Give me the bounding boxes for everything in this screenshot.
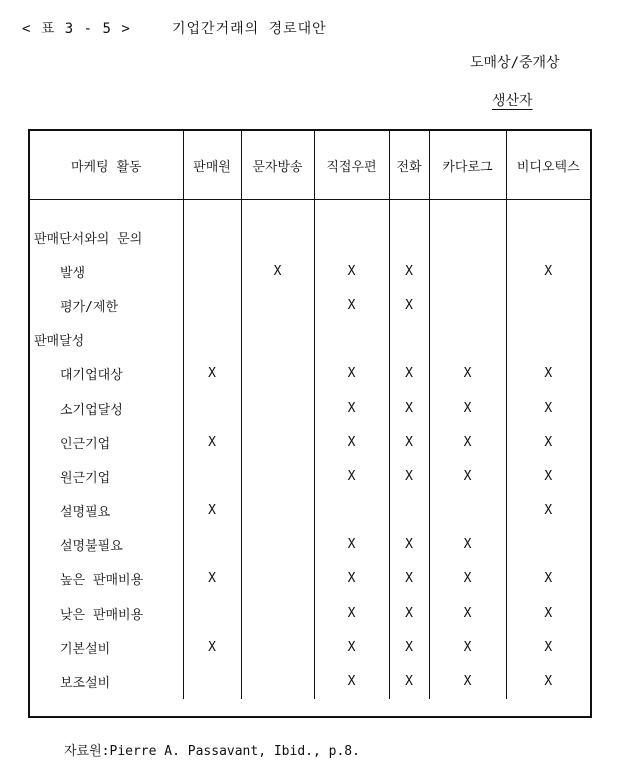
table-cell: X [389, 254, 429, 288]
row-label: 설명불필요 [30, 528, 183, 562]
table-cell: X [429, 357, 506, 391]
table-body [30, 200, 590, 699]
row-label: 인근기업 [30, 425, 183, 459]
table-cell: X [183, 562, 241, 596]
table-cell [241, 357, 314, 391]
table-cell [506, 220, 590, 254]
table-row [30, 357, 590, 391]
table-row [30, 254, 590, 288]
table-cell [241, 562, 314, 596]
table-number: < 표 3 - 5 > [22, 21, 131, 37]
table-header-row [30, 131, 590, 200]
table-cell: X [314, 596, 389, 630]
table-cell [389, 220, 429, 254]
table-cell: X [429, 391, 506, 425]
table-cell: X [241, 254, 314, 288]
table-cell [183, 596, 241, 630]
row-label: 보조설비 [30, 664, 183, 698]
row-label: 평가/제한 [30, 288, 183, 322]
table-cell: X [314, 664, 389, 698]
table-cell [183, 254, 241, 288]
table-cell: X [389, 664, 429, 698]
table-cell: X [314, 425, 389, 459]
table-cell: X [544, 434, 553, 450]
table-cell: X [544, 639, 553, 655]
header-direct-mail: 직접우편 [314, 131, 389, 200]
table-cell [183, 528, 241, 562]
table-cell: X [183, 425, 241, 459]
row-label: 소기업달성 [30, 391, 183, 425]
table-row [30, 630, 590, 664]
table-cell [506, 323, 590, 357]
table-cell: X [389, 288, 429, 322]
table-cell: X [389, 596, 429, 630]
header-videotex: 비디오텍스 [506, 131, 590, 200]
subheading-wholesaler: 도매상/중개상 [470, 55, 560, 71]
table-cell: X [429, 528, 506, 562]
table-cell [183, 323, 241, 357]
row-label: 기본설비 [30, 630, 183, 664]
table-cell [429, 323, 506, 357]
table-row [30, 323, 590, 357]
table-cell [429, 220, 506, 254]
table-cell [506, 288, 590, 322]
table-cell: X [389, 459, 429, 493]
table-cell [183, 391, 241, 425]
table-cell [241, 425, 314, 459]
table-cell: X [544, 468, 553, 484]
table-cell [241, 391, 314, 425]
table-cell: X [429, 664, 506, 698]
table-cell: X [314, 528, 389, 562]
table-row [30, 391, 590, 425]
table-cell [314, 494, 389, 528]
spacer-row [30, 200, 590, 221]
table-title: 기업간거래의 경로대안 [172, 21, 327, 37]
table-cell: X [314, 630, 389, 664]
table-cell: X [544, 605, 553, 621]
table-cell [183, 459, 241, 493]
table-cell: X [314, 562, 389, 596]
table-cell [241, 220, 314, 254]
subheading-producer: 생산자 [492, 93, 533, 109]
table-cell: X [314, 288, 389, 322]
table-cell: X [544, 263, 553, 279]
row-label: 설명필요 [30, 494, 183, 528]
table-cell: X [389, 528, 429, 562]
table-cell [429, 288, 506, 322]
table-cell: X [183, 630, 241, 664]
row-label: 낮은 판매비용 [30, 596, 183, 630]
table-cell: X [389, 425, 429, 459]
table-cell: X [314, 254, 389, 288]
table-cell: X [429, 630, 506, 664]
table-cell: X [429, 459, 506, 493]
header-catalog: 카다로그 [429, 131, 506, 200]
section-label: 판매달성 [30, 323, 183, 357]
table-row [30, 288, 590, 322]
table-row [30, 425, 590, 459]
channel-table-frame [28, 129, 592, 718]
table-cell [389, 323, 429, 357]
table-cell [241, 596, 314, 630]
table-cell: X [544, 366, 553, 382]
table-cell [183, 220, 241, 254]
header-salesperson: 판매원 [183, 131, 241, 200]
table-cell [241, 630, 314, 664]
table-cell [429, 494, 506, 528]
table-cell: X [429, 562, 506, 596]
channel-table [30, 131, 590, 699]
table-cell: X [183, 494, 241, 528]
row-label: 원근기업 [30, 459, 183, 493]
table-cell: X [429, 425, 506, 459]
table-cell: X [314, 357, 389, 391]
table-cell [314, 323, 389, 357]
table-cell: X [389, 630, 429, 664]
table-cell [506, 528, 590, 562]
table-row [30, 528, 590, 562]
table-row [30, 596, 590, 630]
table-cell: X [389, 562, 429, 596]
table-cell [241, 323, 314, 357]
table-cell [429, 254, 506, 288]
table-cell: X [389, 391, 429, 425]
section-label: 판매단서와의 문의 [30, 220, 183, 254]
table-cell: X [544, 571, 553, 587]
header-activity: 마케팅 활동 [30, 131, 183, 200]
table-cell [389, 494, 429, 528]
table-cell [241, 664, 314, 698]
table-cell: X [544, 674, 553, 690]
table-cell [241, 528, 314, 562]
source-note: 자료원:Pierre A. Passavant, Ibid., p.8. [64, 744, 360, 759]
header-phone: 전화 [389, 131, 429, 200]
table-cell [241, 494, 314, 528]
table-row [30, 664, 590, 698]
table-cell: X [314, 391, 389, 425]
table-cell: X [389, 357, 429, 391]
row-label: 대기업대상 [30, 357, 183, 391]
table-cell: X [544, 400, 553, 416]
row-label: 높은 판매비용 [30, 562, 183, 596]
table-cell: X [314, 459, 389, 493]
table-row [30, 220, 590, 254]
table-cell: X [183, 357, 241, 391]
table-cell: X [544, 503, 553, 519]
table-cell [183, 664, 241, 698]
header-broadcast: 문자방송 [241, 131, 314, 200]
row-label: 발생 [30, 254, 183, 288]
table-cell: X [429, 596, 506, 630]
table-row [30, 459, 590, 493]
table-cell [314, 220, 389, 254]
table-row [30, 562, 590, 596]
table-cell [241, 459, 314, 493]
table-caption [22, 18, 327, 38]
table-cell [183, 288, 241, 322]
table-row [30, 494, 590, 528]
table-cell [241, 288, 314, 322]
